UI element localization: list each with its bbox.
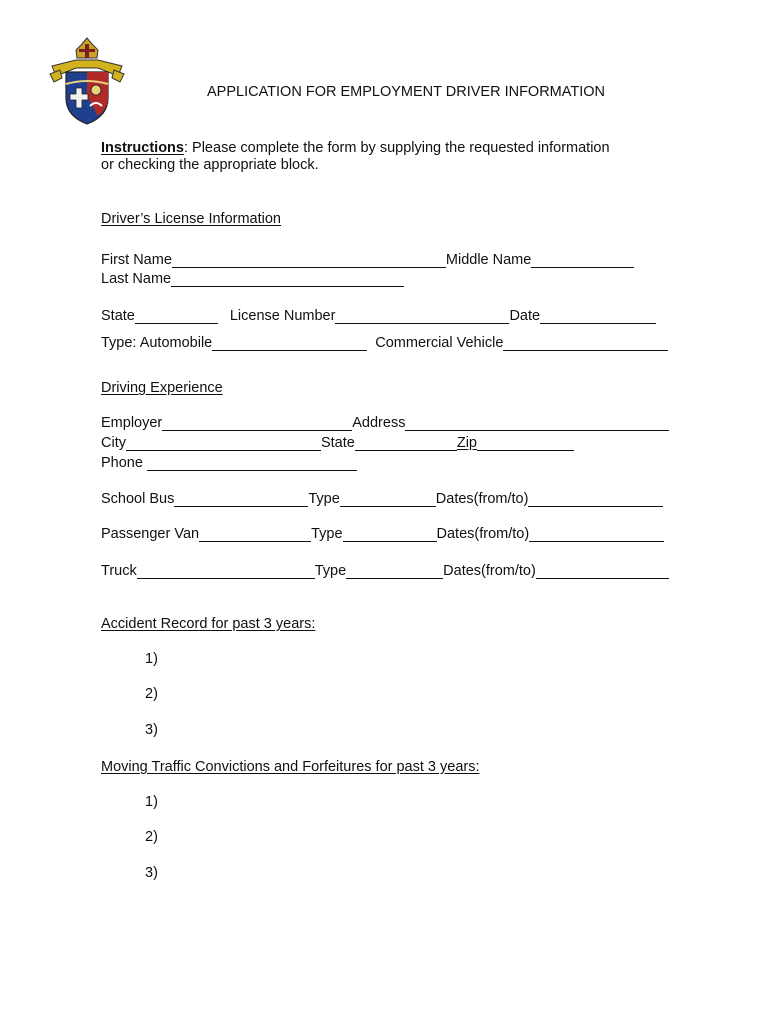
truck-type-label: Type [314,563,347,579]
type-automobile-label: Type: Automobile [101,335,213,351]
date-label: Date [509,308,541,324]
employer-state-field[interactable] [355,436,457,451]
convictions-section-heading: Moving Traffic Convictions and Forfeitures for past 3 years: [101,759,480,775]
truck-field[interactable] [137,564,315,579]
automobile-field[interactable] [212,336,367,351]
employer-row [101,415,669,431]
passenger-van-dates-field[interactable] [529,527,664,542]
school-bus-type-label: Type [308,491,340,507]
name-row [101,252,634,268]
last-name-label: Last Name [101,271,172,287]
accident-item-3: 3) [145,722,158,738]
license-section-heading: Driver’s License Information [101,211,281,227]
instructions-line-1 [101,140,610,156]
last-name-row [101,271,404,287]
phone-row [101,455,357,471]
school-bus-field[interactable] [174,492,308,507]
middle-name-field[interactable] [531,253,634,268]
employer-state-label: State [320,435,355,451]
passenger-van-label: Passenger Van [101,526,200,542]
passenger-van-type-field[interactable] [343,527,437,542]
instructions-label: Instructions [101,140,184,156]
conviction-item-2: 2) [145,829,158,845]
form-title: APPLICATION FOR EMPLOYMENT DRIVER INFORMATION [207,84,605,100]
conviction-item-3: 3) [145,865,158,881]
address-label: Address [352,415,406,431]
city-label: City [101,435,126,451]
school-bus-row [101,491,663,507]
conviction-item-1: 1) [145,794,158,810]
state-license-row [101,308,656,324]
truck-dates-label: Dates(from/to) [443,563,536,579]
instructions-text: : Please complete the form by supplying the requested information [183,140,610,156]
license-number-label: License Number [229,308,336,324]
zip-field[interactable] [477,436,574,451]
vehicle-type-row [101,335,668,351]
last-name-field[interactable] [171,272,404,287]
accident-item-1: 1) [145,651,158,667]
experience-section-heading: Driving Experience [101,380,223,396]
date-field[interactable] [540,309,656,324]
accident-item-2: 2) [145,686,158,702]
commercial-vehicle-field[interactable] [503,336,668,351]
passenger-van-field[interactable] [199,527,311,542]
truck-label: Truck [101,563,137,579]
truck-dates-field[interactable] [536,564,669,579]
city-field[interactable] [126,436,321,451]
first-name-field[interactable] [172,253,446,268]
school-bus-dates-field[interactable] [528,492,663,507]
state-field[interactable] [135,309,218,324]
truck-type-field[interactable] [346,564,443,579]
passenger-van-row [101,526,664,542]
school-bus-dates-label: Dates(from/to) [435,491,529,507]
middle-name-label: Middle Name [445,252,532,268]
passenger-van-dates-label: Dates(from/to) [436,526,530,542]
employer-label: Employer [101,415,163,431]
school-bus-label: School Bus [101,491,175,507]
instructions-line-2: or checking the appropriate block. [101,157,319,173]
license-number-field[interactable] [335,309,509,324]
address-field[interactable] [405,416,669,431]
commercial-vehicle-label: Commercial Vehicle [375,335,504,351]
state-label: State [101,308,135,324]
first-name-label: First Name [101,252,172,268]
employer-field[interactable] [162,416,352,431]
phone-label: Phone [101,455,143,471]
zip-label: Zip [456,435,477,451]
passenger-van-type-label: Type [311,526,343,542]
phone-field[interactable] [147,456,357,471]
diocese-crest-logo [46,36,128,128]
accident-section-heading: Accident Record for past 3 years: [101,616,316,632]
truck-row [101,563,669,579]
city-row [101,435,574,451]
school-bus-type-field[interactable] [340,492,436,507]
